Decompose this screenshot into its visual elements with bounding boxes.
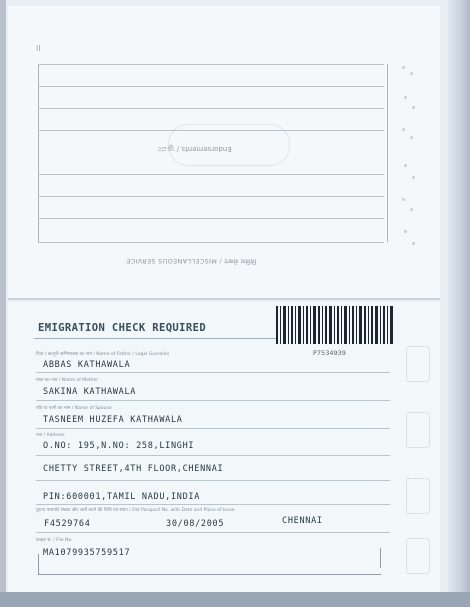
ecr-underline	[34, 338, 276, 339]
spouse-name-label: पति या पत्नी का नाम / Name of Spouse	[36, 406, 112, 411]
mother-name-label: माता का नाम / Name of Mother	[36, 378, 99, 383]
field-rule	[36, 504, 390, 505]
scan-bottom-edge	[0, 592, 470, 607]
barcode	[276, 306, 394, 350]
address-line-1: O.NO: 195,N.NO: 258,LINGHI	[43, 441, 195, 451]
endorsement-rule	[38, 86, 384, 87]
security-print-mark	[406, 478, 430, 514]
spouse-name-value: TASNEEM HUZEFA KATHAWALA	[43, 415, 183, 425]
page-mark: II	[36, 44, 41, 53]
security-print-mark	[406, 346, 430, 382]
field-rule	[36, 428, 390, 429]
father-name-value: ABBAS KATHAWALA	[43, 360, 131, 370]
passport-page-particulars	[8, 302, 440, 592]
endorsement-rule	[38, 64, 384, 65]
file-box-edge	[380, 548, 381, 568]
security-print-mark	[406, 538, 430, 574]
file-number-label: फ़ाइल सं. / File No.	[36, 538, 73, 543]
passport-page-endorsements	[8, 6, 440, 300]
miscellaneous-service-heading: विविध सेवाएं / MISCELLANEOUS SERVICE	[126, 257, 257, 265]
file-box-edge	[38, 574, 381, 575]
address-line-2: CHETTY STREET,4TH FLOOR,CHENNAI	[43, 464, 224, 474]
field-rule	[36, 400, 390, 401]
endorsement-rule	[38, 174, 384, 175]
endorsement-rule	[38, 218, 384, 219]
mother-name-value: SAKINA KATHAWALA	[43, 387, 137, 397]
field-rule	[36, 372, 390, 373]
endorsement-rule	[38, 108, 384, 109]
old-passport-place: CHENNAI	[282, 516, 323, 526]
address-line-3: PIN:600001,TAMIL NADU,INDIA	[43, 492, 201, 502]
barcode-number: P7534939	[313, 349, 346, 357]
security-print-mark	[406, 412, 430, 448]
old-passport-label: पुराना पासपोर्ट संख्या और जारी करने की तिथि एवं स्थान / Old Passport No. with Date and Place of Issue	[36, 508, 235, 513]
file-box-edge	[38, 554, 39, 574]
field-rule	[36, 455, 390, 456]
file-number-value: MA1079935759517	[43, 548, 131, 558]
old-passport-number: F4529764	[44, 519, 91, 529]
scan-left-edge	[0, 0, 6, 607]
perforation-column	[398, 66, 422, 256]
endorsement-rule	[38, 242, 384, 243]
scan-right-edge	[448, 0, 470, 607]
endorsements-heading: Endorsements / ಜ್ಞಾಪನ	[158, 145, 232, 153]
endorsement-rule	[38, 196, 384, 197]
father-name-label: पिता / कानूनी अभिभावक का नाम / Name of Father / Legal Guardian	[36, 352, 170, 357]
address-label: पता / Address	[36, 433, 65, 438]
field-rule	[36, 532, 390, 533]
field-rule	[36, 480, 390, 481]
old-passport-date: 30/08/2005	[166, 519, 225, 529]
emigration-status: EMIGRATION CHECK REQUIRED	[38, 322, 207, 334]
